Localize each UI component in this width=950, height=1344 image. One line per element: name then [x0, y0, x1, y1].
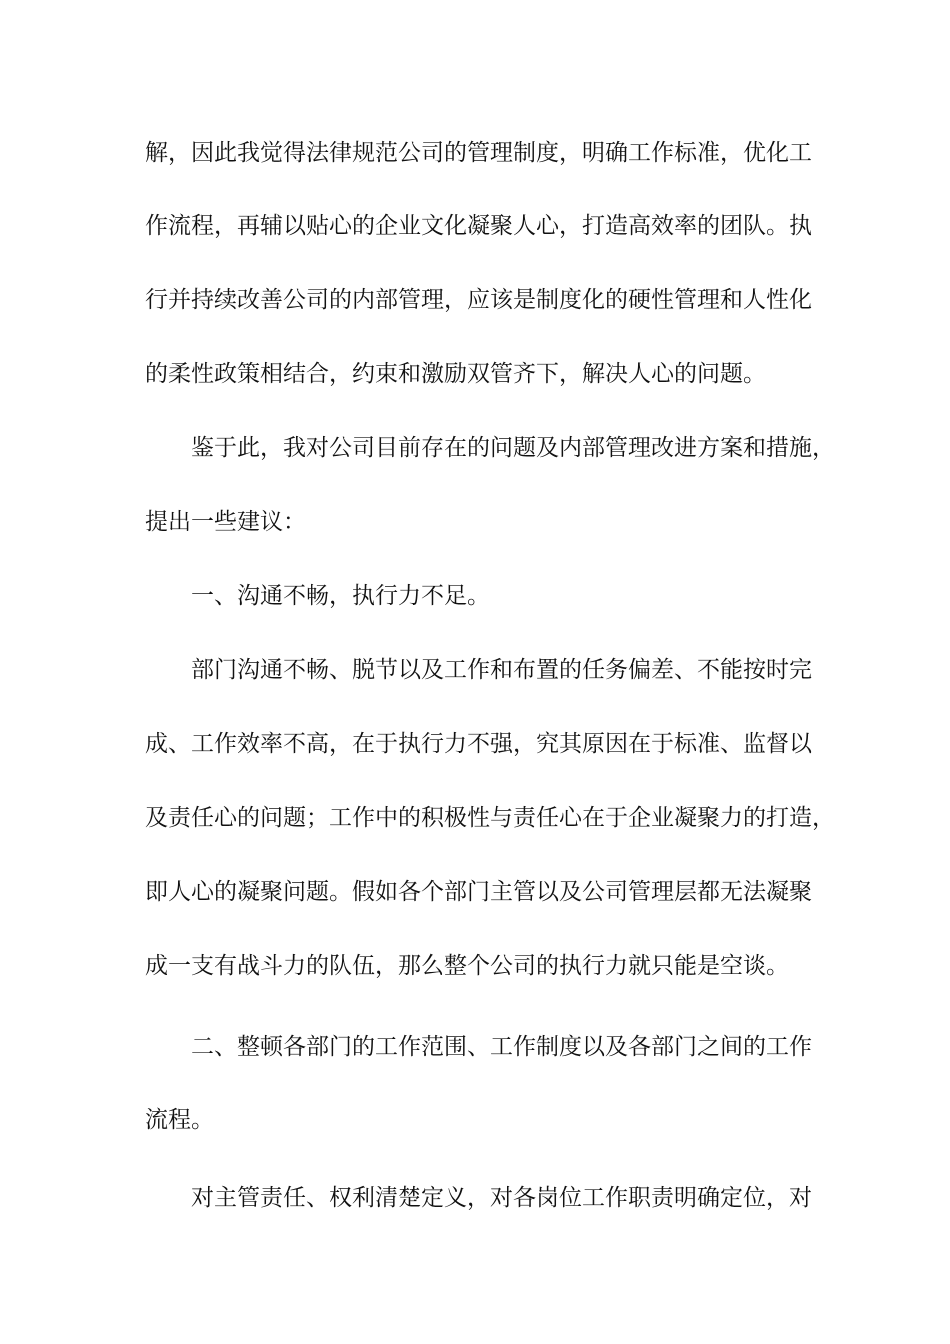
text-line: 提出一些建议： — [145, 509, 306, 535]
text-line: 的柔性政策相结合，约束和激励双管齐下，解决人心的问题。 — [145, 361, 766, 387]
paragraph-first-line: 对主管责任、权利清楚定义，对各岗位工作职责明确定位，对 — [191, 1185, 812, 1211]
text-line: 及责任心的问题；工作中的积极性与责任心在于企业凝聚力的打造， — [145, 805, 835, 831]
section-heading-2-continued: 流程。 — [145, 1107, 214, 1133]
paragraph-first-line: 部门沟通不畅、脱节以及工作和布置的任务偏差、不能按时完 — [191, 657, 812, 683]
text-line: 行并持续改善公司的内部管理，应该是制度化的硬性管理和人性化 — [145, 287, 812, 313]
section-heading-2: 二、整顿各部门的工作范围、工作制度以及各部门之间的工作 — [191, 1034, 812, 1060]
text-line: 成、工作效率不高，在于执行力不强，究其原因在于标准、监督以 — [145, 731, 812, 757]
paragraph-first-line: 鉴于此，我对公司目前存在的问题及内部管理改进方案和措施， — [191, 435, 835, 461]
text-line: 作流程，再辅以贴心的企业文化凝聚人心，打造高效率的团队。执 — [145, 213, 812, 239]
text-line: 即人心的凝聚问题。假如各个部门主管以及公司管理层都无法凝聚 — [145, 879, 812, 905]
text-line: 解，因此我觉得法律规范公司的管理制度，明确工作标准，优化工 — [145, 140, 812, 166]
section-heading-1: 一、沟通不畅，执行力不足。 — [191, 583, 490, 609]
text-line: 成一支有战斗力的队伍，那么整个公司的执行力就只能是空谈。 — [145, 953, 789, 979]
